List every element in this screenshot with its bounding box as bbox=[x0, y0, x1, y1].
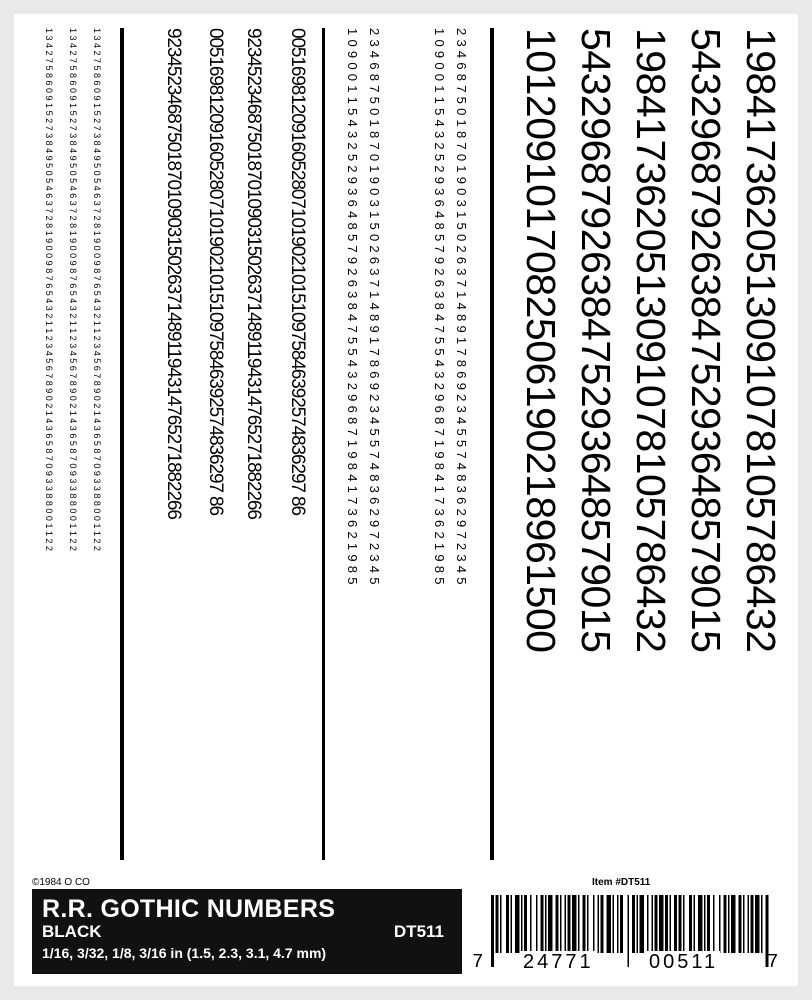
digit-row: 1012091017082506190218961500 bbox=[518, 28, 564, 653]
divider-rule bbox=[490, 28, 494, 860]
divider-rule bbox=[322, 28, 325, 860]
digit-row: 1 3 4 2 7 5 8 6 0 9 1 5 2 7 3 8 4 9 5 0 5 4 6 3 7 2 8 1 9 0 0 9 8 7 6 5 4 3 2 1 1 2 3 4 5 6 7 8 9 0 2 1 4 3 6 5 8 7 0 9 3 3 8 8 0 0 1 1 2 2 bbox=[68, 28, 78, 551]
decal-sheet bbox=[14, 14, 798, 986]
item-number: Item #DT511 bbox=[592, 877, 651, 888]
barcode-bar bbox=[683, 895, 685, 953]
barcode-bar bbox=[755, 895, 760, 953]
barcode-bar bbox=[613, 895, 615, 953]
barcode-bar bbox=[511, 895, 513, 953]
product-sizes: 1/16, 3/32, 1/8, 3/16 in (1.5, 2.3, 3.1, 4.7 mm) bbox=[42, 945, 327, 961]
barcode-bar bbox=[545, 895, 547, 953]
barcode-bar bbox=[541, 895, 544, 953]
digit-row: 2 3 4 6 8 7 5 0 1 8 7 0 1 9 0 3 1 5 0 2 6 3 7 1 4 8 9 1 7 8 6 9 2 3 4 5 5 7 4 8 3 6 2 9 7 2 3 4 5 bbox=[367, 28, 382, 585]
barcode-bar bbox=[598, 895, 600, 953]
product-color: BLACK bbox=[42, 922, 102, 941]
barcode-bar bbox=[751, 895, 754, 953]
barcode-bar bbox=[632, 895, 635, 953]
barcode-bar bbox=[704, 895, 706, 953]
barcode-bar bbox=[572, 895, 577, 953]
divider-rule bbox=[120, 28, 124, 860]
barcode-first-digit: 7 bbox=[472, 951, 484, 973]
barcode-bar bbox=[689, 895, 692, 953]
barcode-bar bbox=[506, 895, 509, 953]
product-label bbox=[32, 889, 462, 974]
barcode-bar bbox=[548, 895, 553, 953]
barcode-bar bbox=[679, 895, 682, 953]
barcode-bar bbox=[719, 895, 721, 953]
digit-row: 1 0 9 0 0 1 1 5 4 3 2 5 2 9 3 6 4 8 5 7 9 2 6 3 8 4 7 5 5 4 3 2 9 6 8 7 1 9 8 4 1 7 3 6 2 1 9 8 5 bbox=[432, 28, 447, 585]
copyright-text: ©1984 O CO bbox=[32, 877, 90, 888]
barcode-bars bbox=[469, 889, 789, 974]
digit-row: 5432968792638475293648579015 bbox=[573, 28, 619, 653]
digit-row: 1 0 9 0 0 1 1 5 4 3 2 5 2 9 3 6 4 8 5 7 9 2 6 3 8 4 7 5 5 4 3 2 9 6 8 7 1 9 8 4 1 7 3 6 2 1 9 8 5 bbox=[345, 28, 360, 585]
barcode bbox=[469, 889, 789, 974]
barcode-bar bbox=[628, 895, 630, 967]
barcode-bar bbox=[640, 895, 645, 953]
barcode-bar bbox=[743, 895, 745, 953]
barcode-bar bbox=[731, 895, 736, 953]
digit-row: 0051698120916052807101902101510975846392574836297 86 bbox=[287, 28, 308, 515]
barcode-bar bbox=[515, 895, 520, 953]
barcode-bar bbox=[524, 895, 527, 953]
digit-row: 0051698120916052807101902101510975846392574836297 86 bbox=[205, 28, 226, 515]
digit-row: 1984173620513091078105786432 bbox=[738, 28, 784, 653]
barcode-bar bbox=[761, 895, 763, 953]
barcode-bar bbox=[587, 895, 589, 953]
barcode-bar bbox=[530, 895, 532, 953]
barcode-bar bbox=[637, 895, 639, 953]
digit-row: 1 3 4 2 7 5 8 6 0 9 1 5 2 7 3 8 4 9 5 0 5 4 6 3 7 2 8 1 9 0 0 9 8 7 6 5 4 3 2 1 1 2 3 4 5 6 7 8 9 0 2 1 4 3 6 5 8 7 0 9 3 3 8 8 0 0 1 1 2 2 bbox=[92, 28, 102, 551]
digit-row: 1 3 4 2 7 5 8 6 0 9 1 5 2 7 3 8 4 9 5 0 5 4 6 3 7 2 8 1 9 0 0 9 8 7 6 5 4 3 2 1 1 2 3 4 5 6 7 8 9 0 2 1 4 3 6 5 8 7 0 9 3 3 8 8 0 0 1 1 2 2 bbox=[44, 28, 54, 551]
barcode-bar bbox=[724, 895, 727, 953]
barcode-bar bbox=[593, 895, 595, 953]
digit-row: 9234523468750187010903150263714891194314765271882266 bbox=[243, 28, 264, 519]
barcode-group-right: 00511 bbox=[649, 951, 719, 973]
digit-row: 9234523468750187010903150263714891194314765271882266 bbox=[163, 28, 184, 519]
barcode-bar bbox=[601, 895, 604, 953]
barcode-bar bbox=[560, 895, 562, 953]
barcode-bar bbox=[674, 895, 677, 953]
barcode-bar bbox=[583, 895, 586, 953]
digit-row: 1984173620513091078105786432 bbox=[628, 28, 674, 653]
barcode-bar bbox=[617, 895, 619, 953]
barcode-group-left: 24771 bbox=[523, 951, 594, 973]
product-title: R.R. GOTHIC NUMBERS bbox=[42, 895, 336, 923]
barcode-bar bbox=[665, 895, 668, 953]
barcode-bar bbox=[556, 895, 559, 953]
barcode-bar bbox=[659, 895, 664, 953]
digit-row: 2 3 4 6 8 7 5 0 1 8 7 0 1 9 0 3 1 5 0 2 6 3 7 1 4 8 9 1 7 8 6 9 2 3 4 5 5 7 4 8 3 6 2 9 7 2 3 4 5 bbox=[454, 28, 469, 585]
barcode-bar bbox=[500, 895, 502, 953]
barcode-bar bbox=[491, 895, 494, 967]
product-code: DT511 bbox=[393, 922, 444, 941]
barcode-last-digit: 7 bbox=[767, 951, 779, 973]
barcode-bar bbox=[647, 895, 649, 953]
barcode-bar bbox=[728, 895, 730, 953]
barcode-bar bbox=[707, 895, 710, 953]
digit-row: 5432968792638475293648579015 bbox=[683, 28, 729, 653]
barcode-bar bbox=[620, 895, 623, 953]
barcode-bar bbox=[670, 895, 672, 953]
barcode-bar bbox=[655, 895, 658, 953]
barcode-bar bbox=[496, 895, 499, 953]
barcode-bar bbox=[698, 895, 703, 953]
barcode-bar bbox=[521, 895, 523, 953]
barcode-bar bbox=[694, 895, 696, 953]
barcode-bar bbox=[739, 895, 742, 953]
barcode-bar bbox=[652, 895, 654, 953]
barcode-bar bbox=[607, 895, 612, 953]
barcode-bar bbox=[748, 895, 750, 953]
barcode-bar bbox=[568, 895, 571, 953]
barcode-bar bbox=[713, 895, 715, 953]
barcode-bar bbox=[536, 895, 538, 953]
barcode-bar bbox=[578, 895, 580, 953]
barcode-bar bbox=[565, 895, 567, 953]
